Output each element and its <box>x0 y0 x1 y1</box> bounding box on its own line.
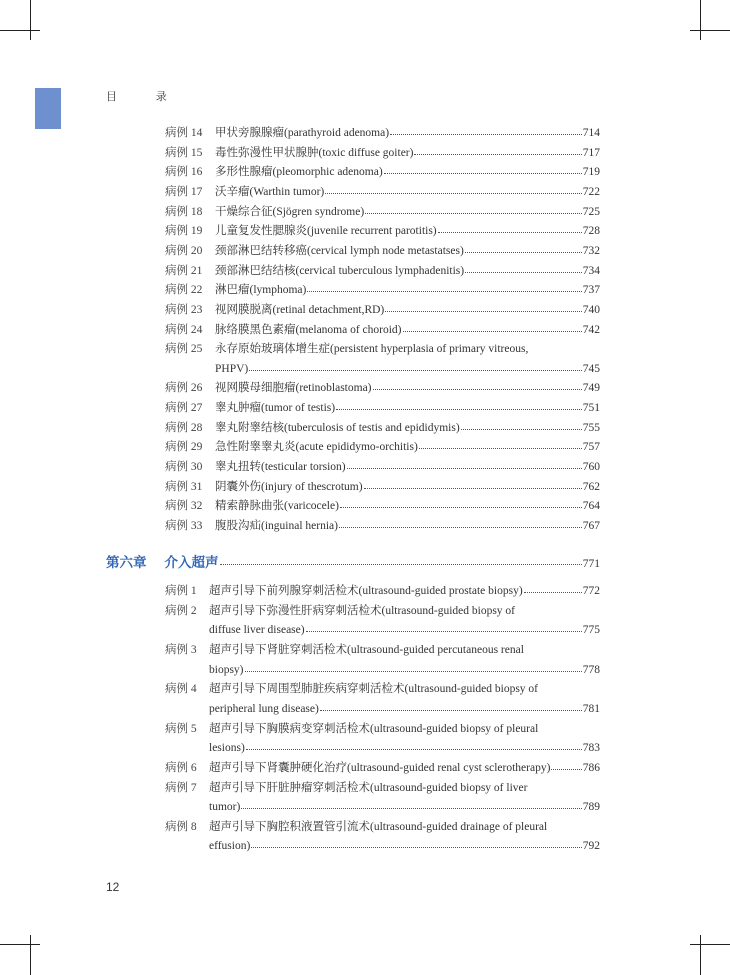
entry-title: 视网膜母细胞瘤(retinoblastoma) <box>215 382 372 395</box>
dot-leader <box>390 134 582 135</box>
entry-label: 病例 30 <box>165 461 203 474</box>
entry-title: 睾丸扭转(testicular torsion) <box>215 461 346 474</box>
entry-title-continued: peripheral lung disease) <box>209 702 319 715</box>
toc-entry[interactable] <box>165 419 600 438</box>
toc-entry[interactable] <box>165 720 600 739</box>
dot-leader <box>246 749 582 750</box>
page-number: 755 <box>582 421 600 434</box>
page-number: 760 <box>582 461 600 474</box>
dot-leader <box>461 429 582 430</box>
dot-leader <box>307 291 581 292</box>
entry-label: 病例 2 <box>165 604 197 617</box>
page-number: 786 <box>582 761 600 774</box>
toc-entry[interactable] <box>165 641 600 660</box>
entry-title: 超声引导下前列腺穿刺活检术(ultrasound-guided prostate biopsy) <box>209 585 523 597</box>
dot-leader <box>364 488 582 489</box>
chapter-label: 第六章 <box>106 555 147 571</box>
crop-mark <box>690 944 730 945</box>
entry-title: 淋巴瘤(lymphoma) <box>215 284 307 297</box>
entry-title-continued: diffuse liver disease) <box>209 624 305 637</box>
entry-label: 病例 19 <box>165 225 203 238</box>
dot-leader <box>419 448 582 449</box>
crop-mark <box>0 30 40 31</box>
entry-title: 超声引导下肝脏肿瘤穿刺活检术(ultrasound-guided biopsy of liver <box>209 781 528 794</box>
page-number: 778 <box>582 663 600 676</box>
page-number: 728 <box>582 225 600 238</box>
page-number: 714 <box>582 127 600 139</box>
entry-title-continued: effusion) <box>209 840 251 853</box>
toc-entry[interactable] <box>165 124 600 143</box>
entry-label: 病例 32 <box>165 500 203 513</box>
entry-title: 沃辛瘤(Warthin tumor) <box>215 185 325 198</box>
page-number: 737 <box>582 284 600 297</box>
entry-title-continued: PHPV) <box>215 362 249 375</box>
dot-leader <box>251 847 581 848</box>
toc-entry[interactable] <box>165 602 600 621</box>
toc-entry[interactable] <box>165 222 600 241</box>
dot-leader <box>384 173 582 174</box>
crop-mark <box>0 944 40 945</box>
entry-label: 病例 15 <box>165 146 203 159</box>
entry-title-continued: tumor) <box>209 801 241 814</box>
entry-title: 颈部淋巴结转移癌(cervical lymph node metastatses) <box>215 244 464 257</box>
page-number: 742 <box>582 323 600 336</box>
toc-entry[interactable] <box>165 262 600 281</box>
dot-leader <box>365 213 582 214</box>
page-number: 719 <box>582 166 600 179</box>
page-number: 725 <box>582 205 600 218</box>
toc-entry[interactable] <box>165 163 600 182</box>
toc-entry[interactable] <box>165 399 600 418</box>
chapter-tab-marker <box>35 88 61 129</box>
entry-title: 阴囊外伤(injury of thescrotum) <box>215 480 363 493</box>
entry-title: 毒性弥漫性甲状腺肿(toxic diffuse goiter) <box>215 146 414 159</box>
page-number: 722 <box>582 185 600 198</box>
dot-leader <box>339 527 582 528</box>
page-number: 772 <box>582 585 600 597</box>
entry-label: 病例 29 <box>165 441 203 454</box>
toc-entry-continuation[interactable] <box>209 739 600 758</box>
dot-leader <box>414 154 581 155</box>
toc-entry-continuation[interactable] <box>209 661 600 680</box>
dot-leader <box>403 331 582 332</box>
entry-title: 颈部淋巴结结核(cervical tuberculous lymphadenitis) <box>215 264 465 277</box>
entry-title: 视网膜脱离(retinal detachment,RD) <box>215 303 385 316</box>
toc-entry[interactable] <box>165 203 600 222</box>
page-folio: 12 <box>106 880 120 894</box>
dot-leader <box>465 252 582 253</box>
chapter-title: 介入超声 <box>164 555 219 571</box>
page-number: 771 <box>582 558 600 570</box>
toc-entry[interactable] <box>165 818 600 837</box>
dot-leader <box>249 370 582 371</box>
dot-leader <box>340 507 582 508</box>
entry-label: 病例 23 <box>165 303 203 316</box>
entry-label: 病例 33 <box>165 520 203 532</box>
toc-entry[interactable] <box>165 582 600 601</box>
crop-mark <box>30 0 31 40</box>
page-number: 792 <box>582 840 600 853</box>
page-number: 775 <box>582 624 600 637</box>
entry-title: 急性附睾睾丸炎(acute epididymo-orchitis) <box>215 441 418 454</box>
toc-entry[interactable] <box>165 517 600 536</box>
toc-entry[interactable] <box>165 242 600 261</box>
toc-entry[interactable] <box>165 438 600 457</box>
toc-entry[interactable] <box>165 281 600 300</box>
entry-title: 儿童复发性腮腺炎(juvenile recurrent parotitis) <box>215 225 437 238</box>
entry-title: 超声引导下弥漫性肝病穿刺活检术(ultrasound-guided biopsy of <box>209 604 516 617</box>
toc-entry[interactable] <box>165 301 600 320</box>
entry-title: 甲状旁腺腺瘤(parathyroid adenoma) <box>215 127 390 139</box>
entry-label: 病例 4 <box>165 683 197 696</box>
entry-label: 病例 21 <box>165 264 203 277</box>
toc-entry[interactable] <box>165 379 600 398</box>
dot-leader <box>373 389 582 390</box>
dot-leader <box>320 710 582 711</box>
entry-label: 病例 18 <box>165 205 203 218</box>
entry-title: 精索静脉曲张(varicocele) <box>215 500 339 513</box>
page-number: 740 <box>582 303 600 316</box>
page-number: 767 <box>582 520 600 532</box>
page-number: 789 <box>582 801 600 814</box>
toc-entry[interactable] <box>165 144 600 163</box>
dot-leader <box>245 671 582 672</box>
dot-leader <box>220 564 582 565</box>
toc-entry[interactable] <box>165 497 600 516</box>
entry-label: 病例 25 <box>165 343 203 356</box>
entry-label: 病例 1 <box>165 585 197 597</box>
dot-leader <box>336 409 582 410</box>
entry-title: 超声引导下周围型肺脏疾病穿刺活检术(ultrasound-guided biopsy of <box>209 683 539 696</box>
toc-entry[interactable] <box>165 183 600 202</box>
toc-entry-continuation[interactable] <box>209 837 600 856</box>
crop-mark <box>30 935 31 975</box>
dot-leader <box>438 232 582 233</box>
toc-entry-continuation[interactable] <box>209 700 600 719</box>
chapter-heading[interactable] <box>106 553 600 573</box>
entry-label: 病例 26 <box>165 382 203 395</box>
toc-entry-continuation[interactable] <box>209 621 600 640</box>
entry-label: 病例 7 <box>165 781 197 794</box>
crop-mark <box>700 935 701 975</box>
entry-title: 超声引导下胸腔积液置管引流术(ultrasound-guided drainage of pleural <box>209 820 548 833</box>
toc-entry[interactable] <box>165 779 600 798</box>
entry-title: 超声引导下胸膜病变穿刺活检术(ultrasound-guided biopsy of pleural <box>209 722 539 735</box>
entry-label: 病例 3 <box>165 643 197 656</box>
entry-title: 超声引导下肾囊肿硬化治疗(ultrasound-guided renal cyst sclerotherapy) <box>209 761 551 774</box>
page-number: 717 <box>582 146 600 159</box>
entry-label: 病例 28 <box>165 421 203 434</box>
entry-label: 病例 6 <box>165 761 197 774</box>
entry-label: 病例 20 <box>165 244 203 257</box>
entry-title: 超声引导下肾脏穿刺活检术(ultrasound-guided percutaneous renal <box>209 643 524 656</box>
entry-label: 病例 5 <box>165 722 197 735</box>
entry-title: 多形性腺瘤(pleomorphic adenoma) <box>215 166 383 179</box>
entry-label: 病例 22 <box>165 284 203 297</box>
toc-entry[interactable] <box>165 458 600 477</box>
page-number: 734 <box>582 264 600 277</box>
entry-label: 病例 24 <box>165 323 203 336</box>
dot-leader <box>325 193 581 194</box>
page-number: 757 <box>582 441 600 454</box>
page-number: 749 <box>582 382 600 395</box>
toc-entry[interactable] <box>165 478 600 497</box>
crop-mark <box>700 0 701 40</box>
toc-entry[interactable] <box>165 680 600 699</box>
entry-title: 脉络膜黑色素瘤(melanoma of choroid) <box>215 323 402 336</box>
entry-title-continued: biopsy) <box>209 663 244 676</box>
entry-title: 干燥综合征(Sjögren syndrome) <box>215 205 365 218</box>
entry-label: 病例 16 <box>165 166 203 179</box>
page-number: 732 <box>582 244 600 257</box>
running-header: 目 录 <box>106 91 185 103</box>
dot-leader <box>385 311 581 312</box>
toc-entry[interactable] <box>165 340 600 359</box>
entry-label: 病例 27 <box>165 402 203 415</box>
entry-title: 永存原始玻璃体增生症(persistent hyperplasia of primary vitreous, <box>215 343 529 356</box>
page-number: 783 <box>582 742 600 755</box>
entry-label: 病例 14 <box>165 127 203 139</box>
page-number: 764 <box>582 500 600 513</box>
entry-title-continued: lesions) <box>209 742 245 755</box>
entry-title: 睾丸附睾结核(tuberculosis of testis and epididymis) <box>215 421 460 434</box>
toc-entry-continuation[interactable] <box>215 360 600 379</box>
entry-label: 病例 8 <box>165 820 197 833</box>
toc-entry[interactable] <box>165 759 600 778</box>
dot-leader <box>465 272 582 273</box>
crop-mark <box>690 30 730 31</box>
page-number: 745 <box>582 362 600 375</box>
page-number: 781 <box>582 702 600 715</box>
entry-title: 睾丸肿瘤(tumor of testis) <box>215 402 336 415</box>
entry-title: 腹股沟疝(inguinal hernia) <box>215 520 338 532</box>
dot-leader <box>347 468 582 469</box>
dot-leader <box>241 808 581 809</box>
entry-label: 病例 17 <box>165 185 203 198</box>
toc-entry[interactable] <box>165 321 600 340</box>
page-number: 762 <box>582 480 600 493</box>
entry-label: 病例 31 <box>165 480 203 493</box>
page-number: 751 <box>582 402 600 415</box>
dot-leader <box>306 631 582 632</box>
dot-leader <box>524 592 582 593</box>
dot-leader <box>551 769 581 770</box>
toc-entry-continuation[interactable] <box>209 798 600 817</box>
